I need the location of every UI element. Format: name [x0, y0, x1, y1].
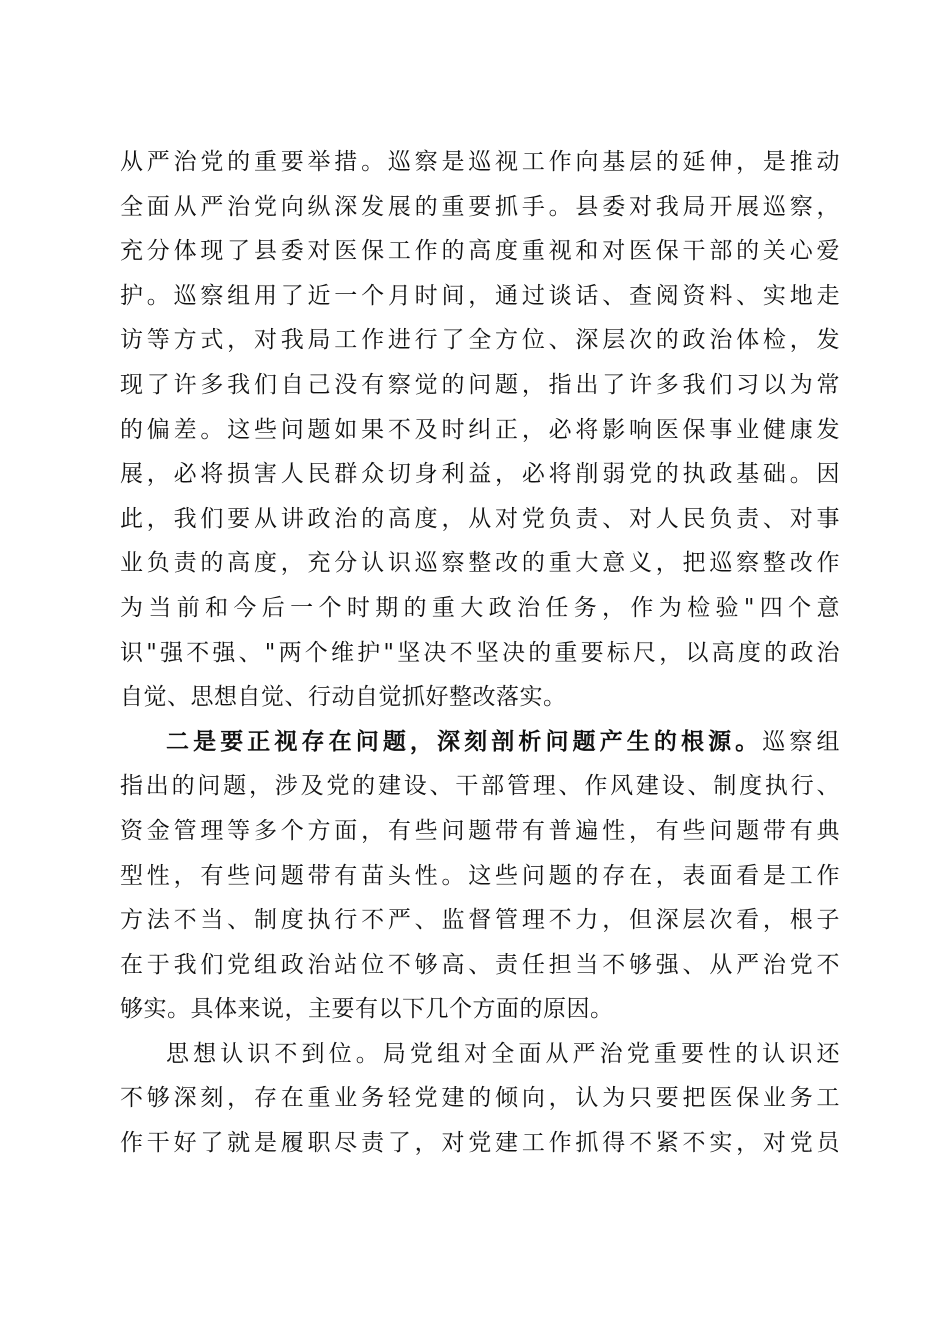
text-line: 在于我们党组政治站位不够高、责任担当不够强、从严治党不: [120, 951, 840, 978]
text-line: 够实。具体来说，主要有以下几个方面的原因。: [120, 996, 614, 1023]
text-line: 为当前和今后一个时期的重大政治任务，作为检验"四个意: [120, 594, 840, 621]
text-line: 充分体现了县委对医保工作的高度重视和对医保干部的关心爱: [120, 238, 840, 265]
text-line: 不够深刻，存在重业务轻党建的倾向，认为只要把医保业务工: [120, 1085, 840, 1112]
text-line: 业负责的高度，充分认识巡察整改的重大意义，把巡察整改作: [120, 550, 840, 577]
document-body: [120, 140, 840, 1166]
text-line: 识"强不强、"两个维护"坚决不坚决的重要标尺，以高度的政治: [120, 639, 840, 666]
text-line: 此，我们要从讲政治的高度，从对党负责、对人民负责、对事: [120, 505, 840, 532]
paragraph-2-first-line-rest: 巡察组: [762, 728, 841, 755]
text-line: 自觉、思想自觉、行动自觉抓好整改落实。: [120, 684, 567, 711]
text-line: 指出的问题，涉及党的建设、干部管理、作风建设、制度执行、: [120, 773, 840, 800]
text-line: 资金管理等多个方面，有些问题带有普遍性，有些问题带有典: [120, 817, 840, 844]
paragraph-2-heading: 二是要正视存在问题，深刻剖析问题产生的根源。: [166, 727, 763, 755]
paragraph-2: [120, 720, 840, 1032]
paragraph-3-first-line: 思想认识不到位。局党组对全面从严治党重要性的认识还: [166, 1040, 840, 1067]
paragraph-2-first-line: [120, 720, 840, 765]
text-line: 作干好了就是履职尽责了，对党建工作抓得不紧不实，对党员: [120, 1130, 840, 1157]
text-line: 护。巡察组用了近一个月时间，通过谈话、查阅资料、实地走: [120, 282, 840, 309]
paragraph-1: [120, 140, 840, 720]
text-line: 从严治党的重要举措。巡察是巡视工作向基层的延伸，是推动: [120, 149, 840, 175]
text-line: 型性，有些问题带有苗头性。这些问题的存在，表面看是工作: [120, 862, 840, 889]
text-line: 的偏差。这些问题如果不及时纠正，必将影响医保事业健康发: [120, 416, 840, 443]
text-line: 全面从严治党向纵深发展的重要抓手。县委对我局开展巡察，: [120, 193, 840, 220]
text-line: 展，必将损害人民群众切身利益，必将削弱党的执政基础。因: [120, 461, 840, 488]
paragraph-3: [120, 1032, 840, 1166]
text-line: 方法不当、制度执行不严、监督管理不力，但深层次看，根子: [120, 907, 840, 934]
text-line: 访等方式，对我局工作进行了全方位、深层次的政治体检，发: [120, 327, 840, 354]
text-line: 现了许多我们自己没有察觉的问题，指出了许多我们习以为常: [120, 371, 840, 398]
